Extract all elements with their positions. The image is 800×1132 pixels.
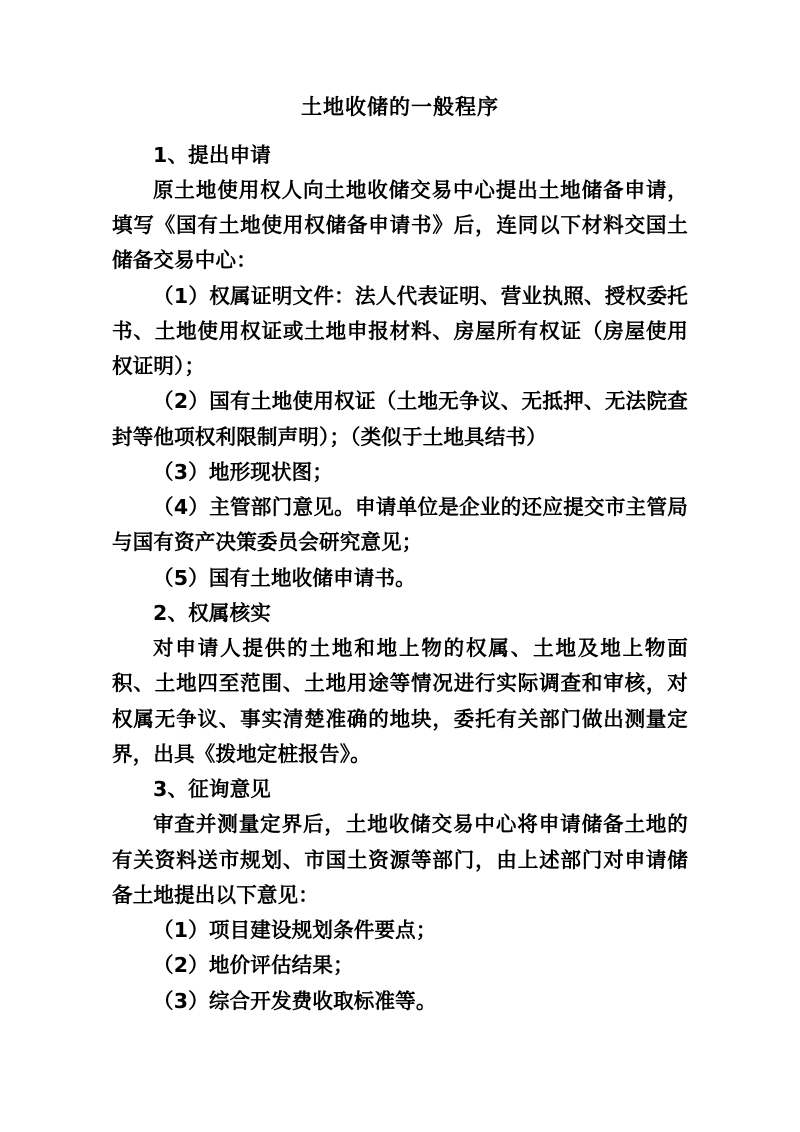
section-1-body: 原土地使用权人向土地收储交易中心提出土地储备申请，填写《国有土地使用权储备申请书》后，连同以下材料交国土储备交易中心： — [112, 177, 688, 273]
item-3-3: （3）综合开发费收取标准等。 — [153, 988, 437, 1013]
item-3-2: （2）地价评估结果； — [153, 953, 354, 978]
item-1-5: （5）国有土地收储申请书。 — [153, 565, 416, 590]
item-1-4: （4）主管部门意见。申请单位是企业的还应提交市主管局与国有资产决策委员会研究意见； — [112, 495, 688, 555]
item-1-3: （3）地形现状图； — [153, 459, 334, 484]
section-2-body: 对申请人提供的土地和地上物的权属、土地及地上物面积、土地四至范围、土地用途等情况进行实际调查和审核，对权属无争议、事实清楚准确的地块，委托有关部门做出测量定界，出具《拨地定桩报告》。 — [112, 636, 688, 766]
section-2-heading: 2、权属核实 — [153, 600, 271, 625]
item-1-2: （2）国有土地使用权证（土地无争议、无抵押、无法院查封等他项权利限制声明）；（类似于土地具结书） — [112, 389, 688, 449]
item-3-1: （1）项目建设规划条件要点； — [153, 918, 437, 942]
section-3-body: 审查并测量定界后，土地收储交易中心将申请储备土地的有关资料送市规划、市国土资源等部门，由上述部门对申请储备土地提出以下意见： — [112, 812, 688, 907]
item-1-1: （1）权属证明文件：法人代表证明、营业执照、授权委托书、土地使用权证或土地申报材料、房屋所有权证（房屋使用权证明）； — [112, 283, 688, 378]
section-1-heading: 1、提出申请 — [153, 142, 271, 167]
document-body — [112, 138, 688, 1019]
page-title: 土地收储的一般程序 — [301, 95, 499, 119]
section-3-heading: 3、征询意见 — [153, 777, 271, 801]
